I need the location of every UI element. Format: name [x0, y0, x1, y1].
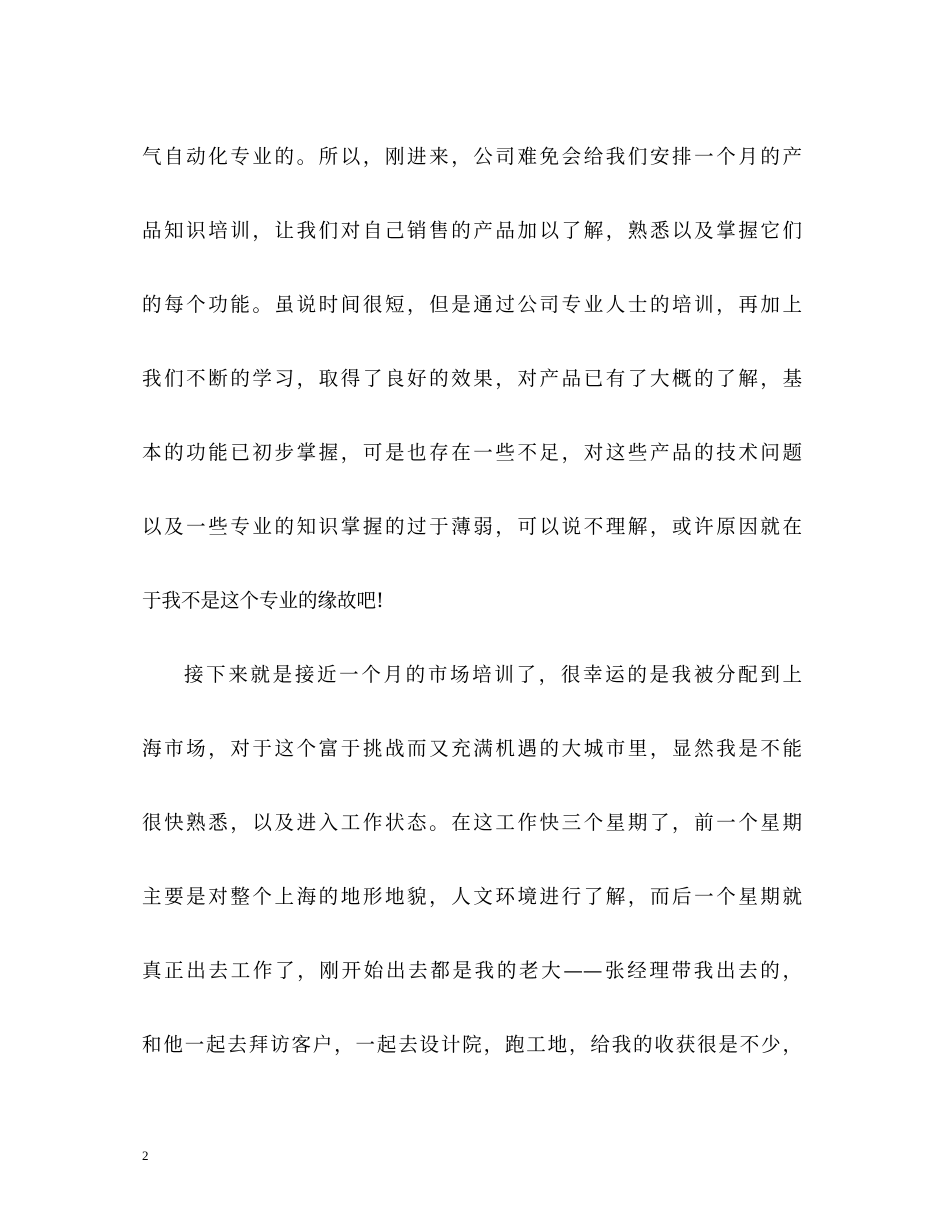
text-line: 品知识培训，让我们对自己销售的产品加以了解，熟悉以及掌握它们: [142, 219, 802, 242]
paragraph-2: [142, 638, 802, 1156]
paragraph-1: [142, 120, 802, 638]
text-line: 接下来就是接近一个月的市场培训了，很幸运的是我被分配到上: [184, 663, 802, 686]
text-line: 的每个功能。虽说时间很短，但是通过公司专业人士的培训，再加上: [142, 293, 802, 316]
body-text: [142, 120, 802, 1156]
text-line: 真正出去工作了，刚开始出去都是我的老大——张经理带我出去的，: [142, 959, 802, 982]
text-line: 海市场，对于这个富于挑战而又充满机遇的大城市里，显然我是不能: [142, 737, 802, 760]
text-line: [142, 1082, 802, 1156]
text-line: 很快熟悉，以及进入工作状态。在这工作快三个星期了，前一个星期: [142, 811, 802, 834]
text-line: 我们不断的学习，取得了良好的效果，对产品已有了大概的了解，基: [142, 367, 802, 390]
text-line: 以及一些专业的知识掌握的过于薄弱，可以说不理解，或许原因就在: [142, 515, 802, 538]
text-line: 和他一起去拜访客户，一起去设计院，跑工地，给我的收获很是不少，: [142, 1033, 802, 1056]
text-line: 于我不是这个专业的缘故吧!: [142, 589, 384, 612]
text-line: 本的功能已初步掌握，可是也存在一些不足，对这些产品的技术问题: [142, 441, 802, 464]
page-number: 2: [142, 1148, 149, 1163]
text-line: 气自动化专业的。所以，刚进来，公司难免会给我们安排一个月的产: [142, 145, 802, 168]
text-line: 主要是对整个上海的地形地貌，人文环境进行了解，而后一个星期就: [142, 885, 802, 908]
